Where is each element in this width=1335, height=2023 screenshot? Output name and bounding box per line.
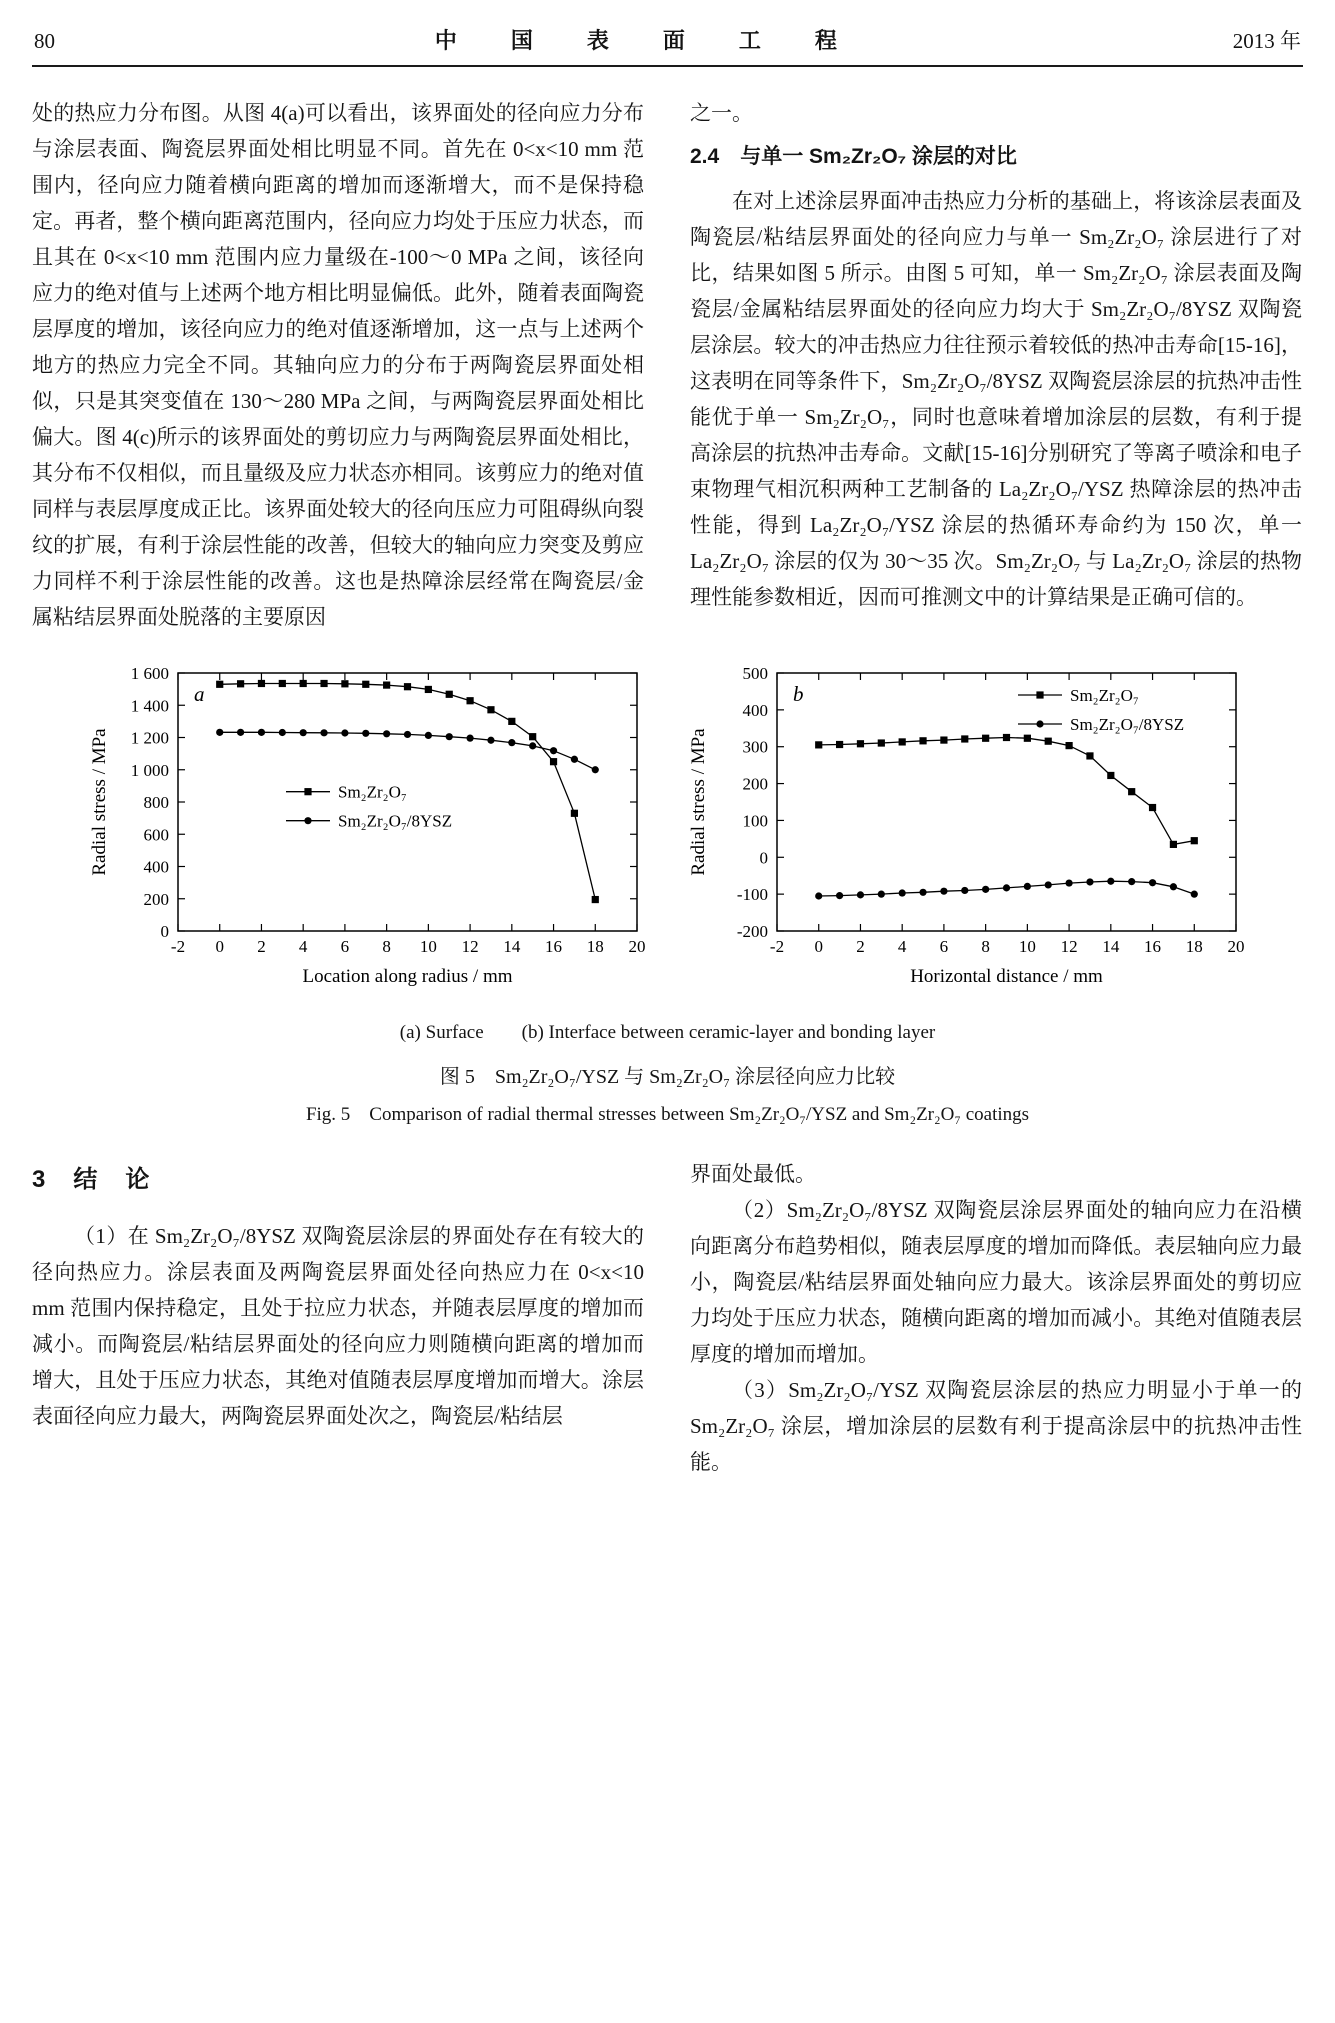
svg-text:2: 2	[256, 937, 266, 956]
body-paragraph-continuation: 之一。	[690, 101, 753, 125]
svg-text:10: 10	[419, 937, 437, 956]
svg-text:600: 600	[143, 825, 169, 845]
issue-year: 2013 年	[1232, 29, 1301, 53]
page-number: 80	[34, 29, 55, 53]
section-3-heading: 3 结 论	[32, 1166, 152, 1193]
svg-text:-2: -2	[769, 937, 784, 956]
svg-text:200: 200	[143, 889, 169, 909]
svg-text:0: 0	[160, 922, 169, 941]
chart-b-interface	[685, 661, 1250, 993]
svg-text:8: 8	[381, 937, 391, 956]
svg-text:-200: -200	[736, 922, 768, 941]
svg-text:18: 18	[1185, 937, 1203, 956]
conclusion-item-1-continuation: 界面处最低。	[690, 1162, 816, 1186]
svg-text:a: a	[193, 682, 204, 706]
svg-text:-100: -100	[736, 885, 768, 905]
right-column	[690, 95, 1302, 635]
body-paragraph-right: 在对上述涂层界面冲击热应力分析的基础上，将该涂层表面及陶瓷层/粘结层界面处的径向应力与单一 Sm₂Zr₂O₇ 涂层进行了对比，结果如图 5 所示。由图 5 可知，单一 Sm₂Zr₂O₇ 涂层表面及陶瓷层/金属粘结层界面处的径向应力均大于 Sm₂Zr₂O₇/8YSZ 双陶瓷层涂层。较大的冲击热应力往往预示着较低的热冲击寿命[15-16]，这表明在同等条件下，Sm₂Zr₂O₇/8YSZ 双陶瓷层涂层的抗热冲击性能优于单一 Sm₂Zr₂O₇，同时也意味着增加涂层的层数，有利于提高涂层的抗热冲击寿命。文献[15-16]分别研究了等离子喷涂和电子束物理气相沉积两种工艺制备的 La₂Zr₂O₇/YSZ 热障涂层的热冲击性能，得到 La₂Zr₂O₇/YSZ 涂层的热循环寿命约为 150 次，单一 La₂Zr₂O₇ 涂层的仅为 30～35 次。Sm₂Zr₂O₇ 与 La₂Zr₂O₇ 涂层的热物理性能参数相近，因而可推测文中的计算结果是正确可信的。	[690, 189, 1302, 609]
left-column	[32, 95, 644, 635]
top-text-columns	[32, 95, 1303, 635]
svg-text:-2: -2	[170, 937, 185, 956]
conclusion-left-column	[32, 1156, 644, 1480]
svg-text:1 400: 1 400	[130, 696, 169, 716]
svg-text:200: 200	[742, 774, 768, 794]
svg-text:400: 400	[742, 700, 768, 720]
conclusion-item-3: （3）Sm₂Zr₂O₇/YSZ 双陶瓷层涂层的热应力明显小于单一的 Sm₂Zr₂O₇ 涂层，增加涂层的层数有利于提高涂层中的抗热冲击性能。	[690, 1378, 1302, 1474]
svg-text:2: 2	[855, 937, 865, 956]
svg-text:20: 20	[1227, 937, 1244, 956]
svg-text:500: 500	[742, 664, 768, 683]
svg-text:16: 16	[1143, 937, 1161, 956]
bottom-text-columns	[32, 1156, 1303, 1480]
svg-text:Location along radius / mm: Location along radius / mm	[301, 966, 513, 987]
svg-text:100: 100	[742, 811, 768, 831]
svg-text:400: 400	[143, 857, 169, 877]
svg-text:8: 8	[980, 937, 990, 956]
svg-text:Sm₂Zr₂O₇: Sm₂Zr₂O₇	[337, 782, 407, 802]
svg-text:Sm₂Zr₂O₇/8YSZ: Sm₂Zr₂O₇/8YSZ	[1069, 715, 1184, 734]
page-header	[32, 22, 1303, 67]
svg-text:10: 10	[1018, 937, 1036, 956]
conclusion-right-column	[690, 1156, 1302, 1480]
figure-5-subcaption: (a) Surface (b) Interface between ceramic-layer and bonding layer	[399, 1022, 936, 1043]
svg-text:4: 4	[897, 937, 906, 956]
svg-text:1 600: 1 600	[130, 664, 169, 683]
svg-text:1 200: 1 200	[130, 728, 169, 748]
svg-text:20: 20	[628, 937, 645, 956]
svg-text:300: 300	[742, 737, 768, 757]
svg-text:Sm₂Zr₂O₇/8YSZ: Sm₂Zr₂O₇/8YSZ	[337, 811, 452, 831]
figure-5	[32, 661, 1303, 1126]
svg-text:14: 14	[1101, 937, 1119, 956]
svg-text:0: 0	[759, 848, 768, 868]
svg-text:800: 800	[143, 793, 169, 812]
figure-5-caption-en: Fig. 5 Comparison of radial thermal stresses between Sm₂Zr₂O₇/YSZ and Sm₂Zr₂O₇ coatings	[305, 1104, 1030, 1125]
conclusion-item-2: （2）Sm₂Zr₂O₇/8YSZ 双陶瓷层涂层界面处的轴向应力在沿横向距离分布趋势相似，随表层厚度的增加而降低。表层轴向应力最小，陶瓷层/粘结层界面处轴向应力最大。该涂层界面处的剪切应力均处于压应力状态，随横向距离的增加而减小。其绝对值随表层厚度的增加而增加。	[690, 1198, 1302, 1366]
svg-text:Radial stress / MPa: Radial stress / MPa	[687, 728, 709, 876]
body-paragraph-left: 处的热应力分布图。从图 4(a)可以看出，该界面处的径向应力分布与涂层表面、陶瓷层界面处相比明显不同。首先在 0<x<10 mm 范围内，径向应力随着横向距离的增加而逐渐增大，而不是保持稳定。再者，整个横向距离范围内，径向应力均处于压应力状态，而且其在 0<x<10 mm 范围内应力量级在-100～0 MPa 之间，该径向应力的绝对值与上述两个地方相比明显偏低。此外，随着表面陶瓷层厚度的增加，该径向应力的绝对值逐渐增加，这一点与上述两个地方的热应力完全不同。其轴向应力的分布于两陶瓷层界面处相似，只是其突变值在 130～280 MPa 之间，与两陶瓷层界面处相比偏大。图 4(c)所示的该界面处的剪切应力与两陶瓷层界面处相比，其分布不仅相似，而且量级及应力状态亦相同。该剪应力的绝对值同样与表层厚度成正比。该界面处较大的径向压应力可阻碍纵向裂纹的扩展，有利于涂层性能的改善，但较大的轴向应力突变及剪应力同样不利于涂层性能的改善。这也是热障涂层经常在陶瓷层/金属粘结层界面处脱落的主要原因	[32, 101, 644, 629]
figure-5-caption-cn: 图 5 Sm₂Zr₂O₇/YSZ 与 Sm₂Zr₂O₇ 涂层径向应力比较	[439, 1066, 896, 1088]
svg-text:b: b	[792, 682, 803, 706]
conclusion-item-1: （1）在 Sm₂Zr₂O₇/8YSZ 双陶瓷层涂层的界面处存在有较大的径向热应力。涂层表面及两陶瓷层界面处径向热应力在 0<x<10 mm 范围内保持稳定，且处于拉应力状态，并随表层厚度的增加而减小。而陶瓷层/粘结层界面处的径向应力则随横向距离的增加而增大，且处于压应力状态，其绝对值随表层厚度增加而增大。涂层表面径向应力最大，两陶瓷层界面处次之，陶瓷层/粘结层	[32, 1224, 644, 1428]
section-heading-2-4: 2.4 与单一 Sm₂Zr₂O₇ 涂层的对比	[690, 145, 1017, 168]
svg-text:Sm₂Zr₂O₇: Sm₂Zr₂O₇	[1069, 686, 1139, 705]
figure-5-charts	[32, 661, 1303, 993]
svg-text:12: 12	[1060, 937, 1078, 956]
svg-text:Radial stress / MPa: Radial stress / MPa	[88, 728, 110, 876]
svg-text:0: 0	[214, 937, 224, 956]
svg-text:16: 16	[544, 937, 562, 956]
svg-text:18: 18	[586, 937, 604, 956]
svg-text:12: 12	[461, 937, 479, 956]
svg-text:14: 14	[502, 937, 520, 956]
journal-title: 中 国 表 面 工 程	[434, 28, 853, 53]
svg-text:4: 4	[298, 937, 307, 956]
chart-a-surface	[86, 661, 651, 993]
svg-text:6: 6	[340, 937, 349, 956]
svg-text:1 000: 1 000	[130, 760, 169, 780]
svg-text:0: 0	[813, 937, 823, 956]
svg-text:Horizontal distance / mm: Horizontal distance / mm	[909, 966, 1103, 987]
svg-text:6: 6	[939, 937, 948, 956]
